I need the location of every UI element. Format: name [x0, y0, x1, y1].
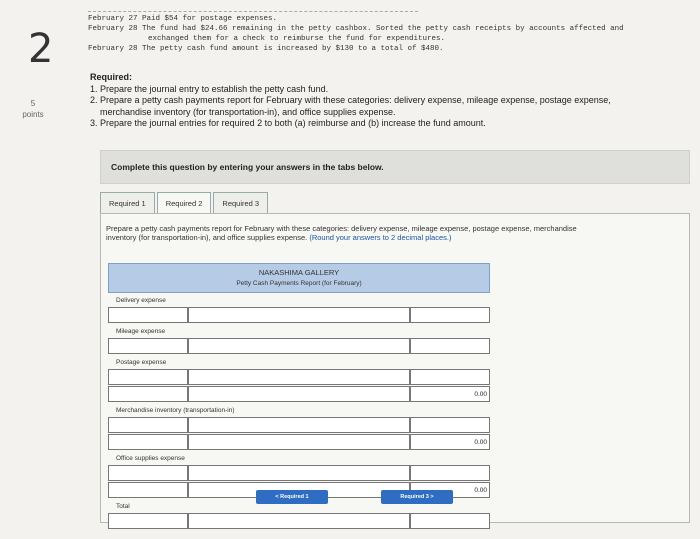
scan-line: February 27 Paid $54 for postage expenses.: [88, 15, 278, 23]
points-value: 5: [30, 99, 36, 108]
total-cell: [410, 307, 490, 323]
total-cell: [410, 465, 490, 481]
prompt: [106, 224, 596, 242]
table-row: [108, 386, 490, 402]
scan-line: exchanged them for a check to reimburse the fund for expenditures.: [148, 35, 446, 43]
scan-line: February 28 The petty cash fund amount is increased by $130 to a total of $480.: [88, 45, 444, 53]
account-cell[interactable]: [108, 417, 188, 433]
required-item: 3. Prepare the journal entries for required 2 to both (a) reimburse and (b) increase the fund amount.: [90, 118, 486, 128]
amount-cell[interactable]: [188, 434, 410, 450]
section-total: 0.00: [410, 482, 490, 498]
required-list: [90, 72, 690, 130]
section-label: Merchandise inventory (transportation-in): [116, 407, 235, 414]
table-row: [108, 417, 490, 433]
tab-content: [100, 213, 690, 523]
table-row: [108, 465, 490, 481]
faint-scan-line: [88, 4, 418, 12]
section-label: Postage expense: [116, 359, 167, 366]
total-cell: [410, 338, 490, 354]
required-heading: Required:: [90, 72, 133, 82]
total-cell: [410, 369, 490, 385]
total-cell: [410, 417, 490, 433]
account-cell[interactable]: [108, 369, 188, 385]
amount-cell[interactable]: [188, 369, 410, 385]
amount-cell[interactable]: [188, 338, 410, 354]
account-cell[interactable]: [108, 386, 188, 402]
tab-required-2[interactable]: Required 2: [157, 192, 212, 215]
report-header: [108, 263, 490, 293]
tab-required-1[interactable]: Required 1: [100, 192, 155, 215]
table-row: [108, 434, 490, 450]
account-cell[interactable]: [108, 482, 188, 498]
tab-bar: [100, 192, 270, 215]
company-name: NAKASHIMA GALLERY: [258, 268, 340, 277]
account-cell[interactable]: [108, 465, 188, 481]
tab-required-3[interactable]: Required 3: [213, 192, 268, 215]
table-row: [108, 307, 490, 323]
rounding-note: (Round your answers to 2 decimal places.): [309, 233, 452, 242]
prompt-text: Prepare a petty cash payments report for February with these categories: delivery expense, mileage expense, postage expense, merchandise inventory (for transportation-in), and office supplies expense.: [106, 224, 577, 242]
amount-cell[interactable]: [188, 513, 410, 529]
table-row: [108, 369, 490, 385]
points-indicator: [18, 98, 48, 120]
amount-cell[interactable]: [188, 386, 410, 402]
section-label: Delivery expense: [116, 297, 166, 304]
section-label: Mileage expense: [116, 328, 166, 335]
prev-required-button[interactable]: < Required 1: [256, 490, 328, 504]
required-item: 2. Prepare a petty cash payments report for February with these categories: delivery expense, mileage expense, postage expense,: [90, 95, 611, 105]
section-label: Office supplies expense: [116, 455, 185, 462]
instructions-text: Complete this question by entering your answers in the tabs below.: [111, 162, 384, 172]
section-total: 0.00: [410, 386, 490, 402]
instructions-panel: [100, 150, 690, 184]
account-cell[interactable]: [108, 338, 188, 354]
amount-cell[interactable]: [188, 465, 410, 481]
account-cell[interactable]: [108, 434, 188, 450]
amount-cell[interactable]: [188, 307, 410, 323]
points-label: points: [22, 110, 44, 119]
table-row: [108, 513, 490, 529]
account-cell[interactable]: [108, 307, 188, 323]
report-title: Petty Cash Payments Report (for February): [236, 280, 362, 287]
section-total: 0.00: [410, 434, 490, 450]
amount-cell[interactable]: [188, 417, 410, 433]
scan-line: February 28 The fund had $24.66 remaining in the petty cashbox. Sorted the petty cash receipts by accounts affected and: [88, 25, 624, 33]
required-item: merchandise inventory (for transportation-in), and office supplies expense.: [100, 106, 396, 117]
table-row: [108, 338, 490, 354]
scanned-problem-text: [88, 4, 698, 54]
total-label: Total: [116, 503, 130, 510]
required-item: 1. Prepare the journal entry to establish the petty cash fund.: [90, 83, 329, 94]
question-number: 2: [28, 26, 54, 72]
grand-total-cell: [410, 513, 490, 529]
next-required-button[interactable]: Required 3 >: [381, 490, 453, 504]
account-cell[interactable]: [108, 513, 188, 529]
